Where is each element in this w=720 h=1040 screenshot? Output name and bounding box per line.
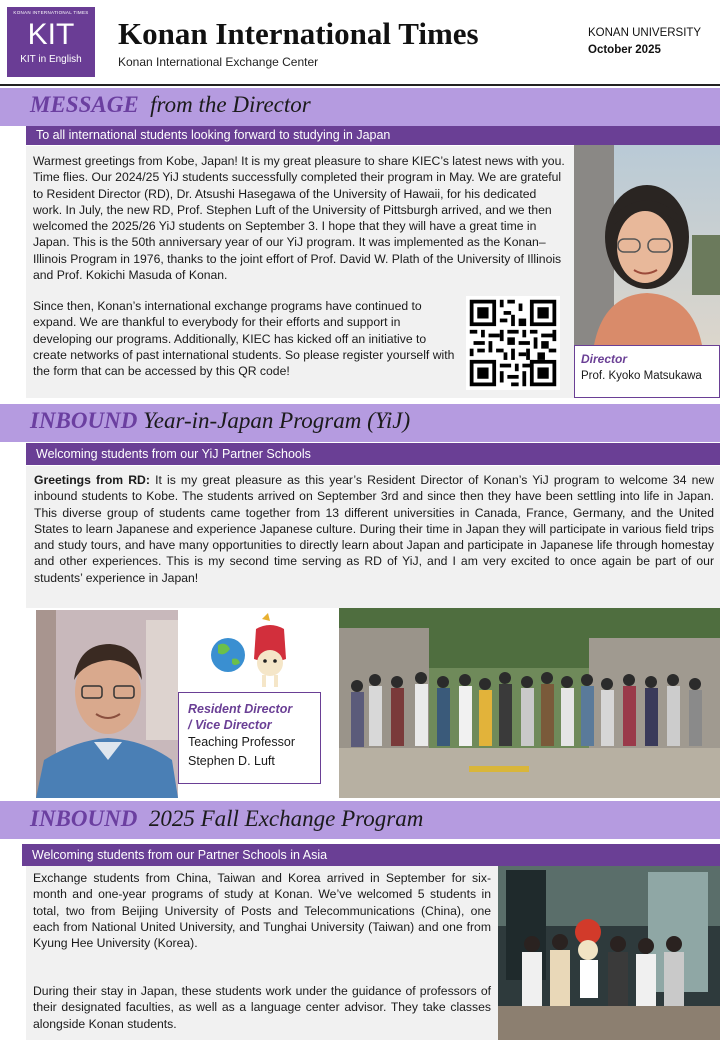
masthead-divider (0, 84, 720, 86)
logo-small-text: KONAN INTERNATIONAL TIMES (13, 10, 89, 15)
mascot-illustration (198, 611, 308, 691)
registration-qr-code[interactable] (466, 296, 560, 390)
director-photo (574, 145, 720, 345)
message-banner: To all international students looking forward to studying in Japan (26, 126, 720, 145)
fall-para1: Exchange students from China, Taiwan and Korea arrived in September for six-month and one-year programs of study at Konan. We’ve welcomed 5 students in total, two from Beijing University of Posts and Telecommunications (China), one each from National United University, and Tunghai University (Taiwan) and one from Kyung Hee University (Korea). (33, 871, 491, 951)
message-section-header (0, 88, 720, 126)
rd-name: Stephen D. Luft (188, 754, 275, 768)
yij-group-photo (339, 608, 720, 798)
yij-heading-keyword: INBOUND (30, 408, 138, 433)
logo-sub-text: KIT in English (20, 54, 82, 65)
rd-portrait-image (36, 610, 178, 798)
rd-greeting-body: It is my great pleasure as this year’s Resident Director of Konan’s YiJ program to welcome 34 new inbound students to Kobe. The students arrived on September 3rd and since then they have been settling into life in Japan. This diverse group of students came together from 13 different universities in Canada, France, Germany, and the United States to learn Japanese and experience Japanese culture. During their time in Japan they will participate in various field trips and study tours, and have many opportunities to directly learn about Japan and participate in Japanese life through homestay and other experiences. This is my second time serving as RD of YiJ, and I am very excited to once again be part of our students’ experience in Japan! (34, 473, 714, 585)
rd-caption (178, 692, 321, 784)
globe-mascot-icon (198, 611, 308, 691)
rd-portrait-photo (36, 610, 178, 798)
yij-heading-rest: Year-in-Japan Program (YiJ) (143, 408, 411, 433)
message-heading (30, 92, 311, 118)
fall-banner: Welcoming students from our Partner Schools in Asia (22, 844, 720, 866)
fall-group-photo (498, 866, 720, 1040)
rd-role-line2: / Vice Director (188, 718, 272, 732)
fall-heading-rest: 2025 Fall Exchange Program (148, 806, 424, 831)
rd-greeting (34, 472, 714, 586)
yij-heading (30, 408, 410, 434)
university-name: KONAN UNIVERSITY (588, 27, 702, 39)
director-name: Prof. Kyoko Matsukawa (581, 370, 702, 382)
yij-banner: Welcoming students from our YiJ Partner Schools (26, 443, 720, 465)
group-photo-image (339, 608, 720, 798)
rd-role-line1: Resident Director (188, 702, 293, 716)
director-caption (574, 345, 720, 398)
newsletter-subtitle: Konan International Exchange Center (118, 55, 319, 69)
fall-heading-keyword: INBOUND (30, 806, 138, 831)
yij-section-header (0, 404, 720, 442)
newsletter-title: Konan International Times (118, 16, 479, 51)
fall-students-photo-image (498, 866, 720, 1040)
director-message-para2: Since then, Konan’s international exchange programs have continued to expand. We are thankful to everybody for their efforts and support in developing our programs. Additionally, KIEC has kicked off an initiative to create networks of past international students. So please register yourself with the form that can be accessed by this QR code! (33, 299, 455, 379)
kit-logo (7, 7, 95, 77)
director-portrait-image (574, 145, 720, 345)
issue-date: October 2025 (588, 44, 661, 56)
rd-title: Teaching Professor (188, 735, 296, 749)
message-heading-keyword: MESSAGE (30, 92, 139, 117)
fall-para2: During their stay in Japan, these students work under the guidance of professors of their designated faculties, as well as a language center advisor. They take classes alongside Konan students. (33, 984, 491, 1031)
logo-kit-text: KIT (27, 18, 75, 51)
qr-code-icon (466, 296, 560, 390)
rd-greeting-lead: Greetings from RD: (34, 473, 150, 487)
fall-section-header (0, 801, 720, 839)
fall-heading (30, 806, 423, 832)
director-message-para1: Warmest greetings from Kobe, Japan! It is my great pleasure to share KIEC’s latest news with you. Time flies. Our 2024/25 YiJ students successfully completed their program in May. We are grateful to Resident Director (RD), Dr. Atsushi Hasegawa of the University of Hawaii, for his dedicated work. In July, the new RD, Prof. Stephen Luft of the University of Pittsburgh arrived, and we then welcomed the 2025/26 YiJ students on September 3. I hope that they will have a great time in Japan. This is the 50th anniversary year of our YiJ program. It was implemented as the Konan–Illinois Program in 1976, thanks to the joint effort of Prof. David W. Plath of the University of Illinois and Prof. Kokichi Masuda of Konan. (33, 154, 565, 283)
message-heading-rest: from the Director (150, 92, 311, 117)
director-role: Director (581, 352, 628, 366)
